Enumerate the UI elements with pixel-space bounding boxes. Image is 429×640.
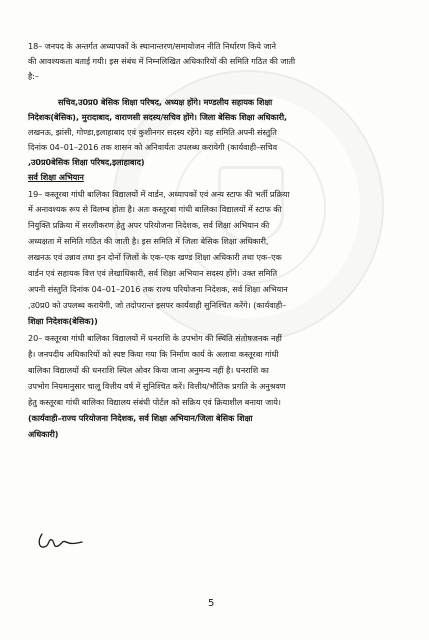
para-18-line-4: सचिव,उ0प्र0 बेसिक शिक्षा परिषद, अध्यक्ष होंगे। मण्डलीय सहायक शिक्षा: [58, 97, 273, 107]
para-19-line-1: 19– कस्तूरबा गांधी बालिका विद्यालयों में वार्डन, अध्यापकों एवं अन्य स्टाफ की भर्ती प्रक्रिया: [28, 189, 290, 199]
para-20-line-3: बालिका विद्यालयों की धनराशि स्पिल ओवर किया जाना अनुमन्य नहीं है। धनराशि का: [28, 365, 269, 375]
para-19-line-9: शिक्षा निदेशक(बेसिक)): [28, 316, 98, 326]
para-19-line-2: में अनावश्यक रूप से विलम्ब होता है। अतः कस्तूरबा गांधी बालिका विद्यालयों में स्टाफ की: [28, 204, 282, 214]
para-18-line-2: की आवश्यकता बताई गयी। इस संबंध में निम्नलिखित अधिकारियों की समिति गठित की जाती: [28, 56, 296, 66]
para-19-line-3: नियुक्ति प्रक्रिया में सरलीकरण हेतु अपर परियोजना निदेशक, सर्व शिक्षा अभियान की: [28, 220, 270, 230]
para-18-line-8: ,उ0प्र0बेसिक शिक्षा परिषद,इलाहाबाद): [28, 157, 145, 167]
page-number: 5: [208, 598, 215, 609]
para-18-line-6: लखनऊ, झांसी, गोण्डा,इलाहाबाद एवं कुशीनगर सदस्य रहेंगे। यह समिति अपनी संस्तुति: [28, 127, 277, 137]
para-20-line-6: (कार्यवाही–राज्य परियोजना निदेशक, सर्व शिक्षा अभियान/जिला बेसिक शिक्षा: [28, 413, 253, 423]
para-19-line-7: अपनी संस्तुति दिनांक 04–01–2016 तक राज्य परियोजना निदेशक, सर्व शिक्षा अभियान: [28, 284, 288, 294]
para-19-line-6: वार्डन एवं सहायक वित्त एवं लेखाधिकारी, सर्व शिक्षा अभियान सदस्य होंगे। उक्त समिति: [28, 268, 278, 278]
para-20-line-2: है। जनपदीय अधिकारियों को स्पष्ट किया गया कि निर्माण कार्य के अलावा कस्तूरबा गांधी: [28, 349, 279, 359]
para-19-line-5: लखनऊ एवं उन्नाव तथा इन दोनों जिलों के एक–एक खण्ड शिक्षा अधिकारी तथा एक–एक: [28, 252, 282, 262]
para-20-line-5: हेतु कस्तूरबा गांधी बालिका विद्यालय संबंधी पोर्टल को सक्रिय एवं क्रियाशील बनाया जाये।: [28, 397, 281, 407]
para-20-line-1: 20– कस्तूरबा गांधी बालिका विद्यालयों में धनराशि के उपभोग की स्थिति संतोषजनक नहीं: [28, 333, 282, 343]
para-20-line-7: अधिकारी): [28, 429, 59, 439]
para-20-line-4: उपभोग नियमानुसार चालू वित्तीय वर्ष में सुनिश्चित करें। वित्तीय/भौतिक प्रगति के अनुश्रवण: [28, 381, 286, 391]
para-18-line-1: 18– जनपद के अन्तर्गत अध्यापकों के स्थानान्तरण/समायोजन नीति निर्धारण किये जाने: [28, 41, 276, 51]
para-19-line-4: अध्यक्षता में समिति गठित की जाती है। इस समिति में जिला बेसिक शिक्षा अधिकारी,: [28, 236, 269, 246]
para-19-line-8: ,उ0प्र0 को उपलब्ध करायेगी, जो तदोपरान्त इसपर कार्यवाही सुनिश्चित करेंगे। (कार्यवाही–: [28, 300, 287, 310]
signature-mark: [36, 530, 96, 554]
para-18-line-7: दिनांक 04–01–2016 तक शासन को अनिवार्यतः उपलब्ध करायेगी (कार्यवाही–सचिव: [28, 142, 278, 152]
section-heading: सर्व शिक्षा अभियान: [28, 172, 84, 182]
para-18-line-5: निदेशक(बेसिक), मुरादाबाद, वाराणसी सदस्य/सचिव होंगे। जिला बेसिक शिक्षा अधिकारी,: [28, 112, 288, 122]
para-18-line-3: है:–: [28, 71, 39, 81]
